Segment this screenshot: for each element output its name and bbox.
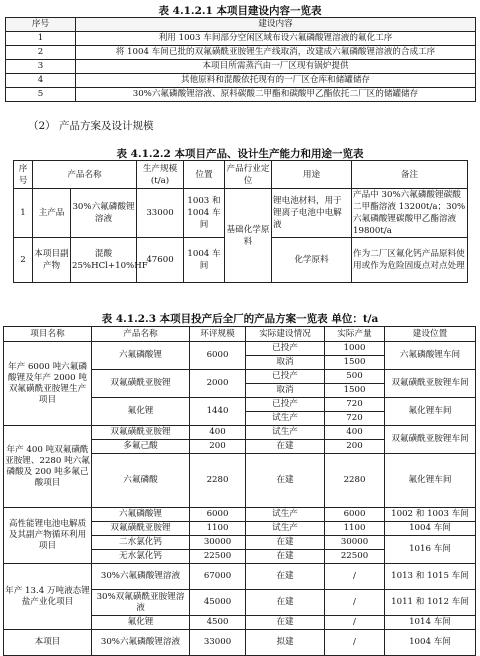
cell: /	[325, 590, 385, 616]
cell: 锂电池材料，用于锂离子电池中电解液	[272, 189, 352, 238]
cell: 在建	[246, 616, 325, 630]
cell: 六氟磷酸锂	[92, 342, 190, 370]
header-no: 序号	[14, 161, 33, 189]
table-row	[4, 564, 476, 590]
cell: 1000	[325, 342, 385, 356]
cell: 双氟磺酰亚胺锂车间	[385, 426, 476, 454]
cell: 已投产	[246, 370, 325, 384]
cell: 双氟磺酰亚胺锂车间	[385, 370, 476, 398]
cell: 1500	[325, 356, 385, 370]
cell: 化学原料	[272, 238, 352, 283]
table-row	[6, 74, 476, 88]
header-name: 产品名称	[33, 161, 137, 189]
cell: 在建	[246, 536, 325, 550]
header-remark: 备注	[352, 161, 468, 189]
cell: 1100	[325, 522, 385, 536]
cell: 1011 和 1012 车间	[385, 590, 476, 616]
section-heading: （2） 产品方案及设计规模	[28, 120, 154, 132]
table-row	[4, 508, 476, 522]
table2-caption: 表 4.1.2.2 本项目产品、设计生产能力和用途一览表	[116, 148, 364, 160]
cell: 在建	[246, 550, 325, 564]
cell: 将 1004 车间已批的双氟磺酰亚胺锂生产线取消，改建成六氟磷酸锂溶液的合成工序	[76, 46, 476, 60]
cell: 1004 车间	[184, 238, 225, 283]
header-location: 建设位置	[385, 327, 476, 342]
header-eia-scale: 环评规模	[190, 327, 246, 342]
cell: 400	[325, 426, 385, 440]
cell: 6000	[325, 508, 385, 522]
cell: 1014 车间	[385, 616, 476, 630]
product-table	[13, 160, 468, 283]
cell: 720	[325, 398, 385, 412]
cell: /	[325, 564, 385, 590]
table-row	[4, 630, 476, 656]
cell: 22500	[190, 550, 246, 564]
table-row	[14, 189, 468, 238]
table-row	[4, 426, 476, 440]
cell: 氟化锂车间	[385, 398, 476, 426]
table-row	[6, 32, 476, 46]
table-row	[6, 88, 476, 102]
cell: 氟化锂车间	[385, 454, 476, 508]
cell: 已投产	[246, 342, 325, 356]
cell: 利用 1003 车间部分空闲区域布设六氟磷酸锂溶液的氟化工序	[76, 32, 476, 46]
header-location: 位置	[184, 161, 225, 189]
cell: 已投产	[246, 398, 325, 412]
cell: 1	[6, 32, 76, 46]
cell: 30000	[325, 536, 385, 550]
cell: 本项目所需蒸汽由一厂区现有锅炉提供	[76, 60, 476, 74]
cell: 六氟磷酸锂车间	[385, 342, 476, 370]
cell: 30%六氟磷酸锂溶液	[92, 564, 190, 590]
cell: 1003 和 1004 车间	[184, 189, 225, 238]
header-output: 实际产量	[325, 327, 385, 342]
project-name: 高性能锂电池电解质及其副产物循环利用项目	[4, 508, 92, 564]
cell: 氟化锂	[92, 398, 190, 426]
cell: 在建	[246, 564, 325, 590]
cell: 双氟磺酰亚胺锂	[92, 522, 190, 536]
cell: 氟化锂	[92, 616, 190, 630]
cell: 2	[14, 238, 33, 283]
header-status: 实际建设情况	[246, 327, 325, 342]
table-row	[6, 60, 476, 74]
table1-caption: 表 4.1.2.1 本项目建设内容一览表	[158, 5, 322, 17]
cell: 30000	[190, 536, 246, 550]
cell: 22500	[325, 550, 385, 564]
cell: 720	[325, 412, 385, 426]
cell: 47600	[137, 238, 184, 283]
cell: 500	[325, 370, 385, 384]
cell: 取消	[246, 356, 325, 370]
cell: 30%六氟磷酸锂溶液	[71, 189, 137, 238]
cell: 多氟己酸	[92, 440, 190, 454]
project-name: 年产 400 吨双氟磺酰亚胺锂、2280 吨六氟磷酸及 200 吨多氟己酸项目	[4, 426, 92, 508]
cell: 1004 车间	[385, 522, 476, 536]
cell: 六氟磷酸锂	[92, 508, 190, 522]
cell: 主产品	[33, 189, 71, 238]
cell: 无水氯化钙	[92, 550, 190, 564]
cell: 3	[6, 60, 76, 74]
plant-product-table	[3, 326, 476, 656]
cell: 双氟磺酰亚胺锂	[92, 370, 190, 398]
cell: 200	[190, 440, 246, 454]
cell: 2280	[325, 454, 385, 508]
cell: 67000	[190, 564, 246, 590]
cell: 1002 和 1003 车间	[385, 508, 476, 522]
header-capacity: 生产规模 (t/a)	[137, 161, 184, 189]
header-product: 产品名称	[92, 327, 190, 342]
cell: 拟建	[246, 630, 325, 656]
cell: 双氟磺酰亚胺锂	[92, 426, 190, 440]
cell: 1100	[190, 522, 246, 536]
header-no: 序号	[6, 18, 76, 32]
cell: 33000	[190, 630, 246, 656]
cell: 2280	[190, 454, 246, 508]
table-row	[6, 46, 476, 60]
cell: 45000	[190, 590, 246, 616]
cell: 1	[14, 189, 33, 238]
cell: 在建	[246, 454, 325, 508]
cell: 1500	[325, 384, 385, 398]
cell: 试生产	[246, 522, 325, 536]
cell: /	[325, 616, 385, 630]
cell: 6000	[190, 342, 246, 370]
project-name: 本项目	[4, 630, 92, 656]
cell: 产品中 30%六氟磷酸锂碳酸二甲酯溶液 13200t/a；30%六氟磷酸锂碳酸甲乙酯溶液 19800t/a	[352, 189, 468, 238]
cell: 1013 和 1015 车间	[385, 564, 476, 590]
project-name: 年产 13.4 万吨液态锂盐产业化项目	[4, 564, 92, 630]
header-positioning: 产品行业定位	[225, 161, 272, 189]
table-row	[4, 342, 476, 356]
cell: 混酸 25%HCl+10%HF	[71, 238, 137, 283]
cell: 1016 车间	[385, 536, 476, 564]
cell: 在建	[246, 440, 325, 454]
cell: 作为二厂区氟化钙产品原料使用或作为危险固废点对点处理	[352, 238, 468, 283]
cell: 二水氯化钙	[92, 536, 190, 550]
cell: 2	[6, 46, 76, 60]
project-name: 年产 6000 吨六氟磷酸锂及年产 2000 吨双氟磺酰亚胺锂生产项目	[4, 342, 92, 426]
cell: 试生产	[246, 508, 325, 522]
cell: 其他原料和混酸依托现有的一厂区仓库和储罐储存	[76, 74, 476, 88]
cell: 试生产	[246, 412, 325, 426]
cell: /	[325, 630, 385, 656]
cell: 6000	[190, 508, 246, 522]
header-project: 项目名称	[4, 327, 92, 342]
cell: 在建	[246, 590, 325, 616]
header-use: 用途	[272, 161, 352, 189]
cell: 200	[325, 440, 385, 454]
cell: 30%双氟磺酰亚胺锂溶液	[92, 590, 190, 616]
cell: 400	[190, 426, 246, 440]
cell: 4	[6, 74, 76, 88]
header-content: 建设内容	[76, 18, 476, 32]
cell: 4500	[190, 616, 246, 630]
cell: 30%六氟磷酸锂溶液	[92, 630, 190, 656]
cell: 试生产	[246, 426, 325, 440]
cell: 2000	[190, 370, 246, 398]
content-table	[5, 17, 476, 102]
cell: 取消	[246, 384, 325, 398]
cell: 本项目副产物	[33, 238, 71, 283]
cell: 1004 车间	[385, 630, 476, 656]
cell: 1440	[190, 398, 246, 426]
cell: 六氟磷酸	[92, 454, 190, 508]
table3-caption: 表 4.1.2.3 本项目投产后全厂的产品方案一览表 单位：t/a	[101, 313, 379, 325]
cell: 30%六氟磷酸锂溶液、原料碳酸二甲酯和碳酸甲乙酯依托二厂区的储罐储存	[76, 88, 476, 102]
cell: 5	[6, 88, 76, 102]
cell: 基础化学原料	[225, 189, 272, 283]
cell: 33000	[137, 189, 184, 238]
